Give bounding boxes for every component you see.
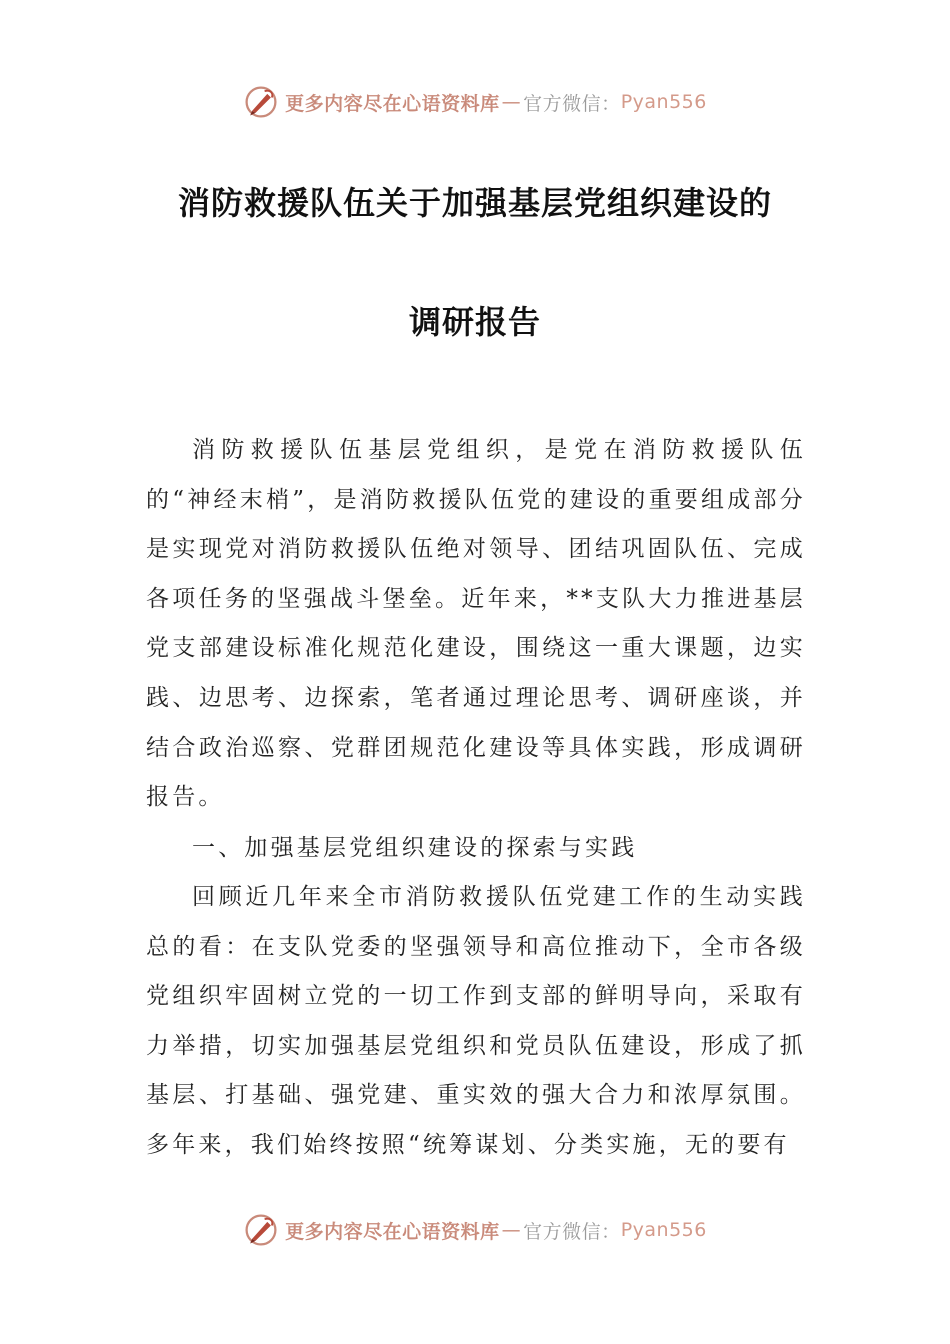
document-title-line-2: 调研报告 <box>408 303 541 341</box>
document-title-line-1: 消防救援队伍关于加强基层党组织建设的 <box>177 184 772 222</box>
banner-main-text: 更多内容尽在心语资料库 <box>285 1220 500 1243</box>
body-paragraph-2 <box>146 873 806 1171</box>
banner-wechat-id: Pyan556 <box>620 91 707 113</box>
pen-logo-icon <box>243 84 279 120</box>
banner-wechat-id: Pyan556 <box>620 1219 707 1241</box>
banner-wechat-label: 官方微信： <box>523 1220 621 1243</box>
paragraph-text: 消防救援队伍基层党组织，是党在消防救援队伍的“神经末梢”，是消防救援队伍党的建设的重要组成部分是实现党对消防救援队伍绝对领导、团结巩固队伍、完成各项任务的坚强战斗堡垒。近年来，**支队大力推进基层党支部建设标准化规范化建设，围绕这一重大课题，边实践、边思考、边探索，笔者通过理论思考、调研座谈，并结合政治巡察、党群团规范化建设等具体实践，形成调研报告。 <box>146 437 806 811</box>
body-paragraph-1 <box>146 426 806 823</box>
footer-watermark-banner <box>0 1208 950 1252</box>
header-watermark-banner <box>0 80 950 124</box>
banner-dash: — <box>501 1219 522 1241</box>
section-heading-text: 一、加强基层党组织建设的探索与实践 <box>192 835 638 861</box>
pen-logo-icon <box>243 1212 279 1248</box>
banner-wechat-label: 官方微信： <box>523 92 621 115</box>
section-heading <box>146 824 806 874</box>
banner-main-text: 更多内容尽在心语资料库 <box>285 92 500 115</box>
banner-dash: — <box>501 91 522 113</box>
paragraph-text: 回顾近几年来全市消防救援队伍党建工作的生动实践总的看：在支队党委的坚强领导和高位推动下，全市各级党组织牢固树立党的一切工作到支部的鲜明导向，采取有力举措，切实加强基层党组织和党员队伍建设，形成了抓基层、打基础、强党建、重实效的强大合力和浓厚氛围。多年来，我们始终按照“统筹谋划、分类实施，无的要有 <box>146 884 806 1158</box>
